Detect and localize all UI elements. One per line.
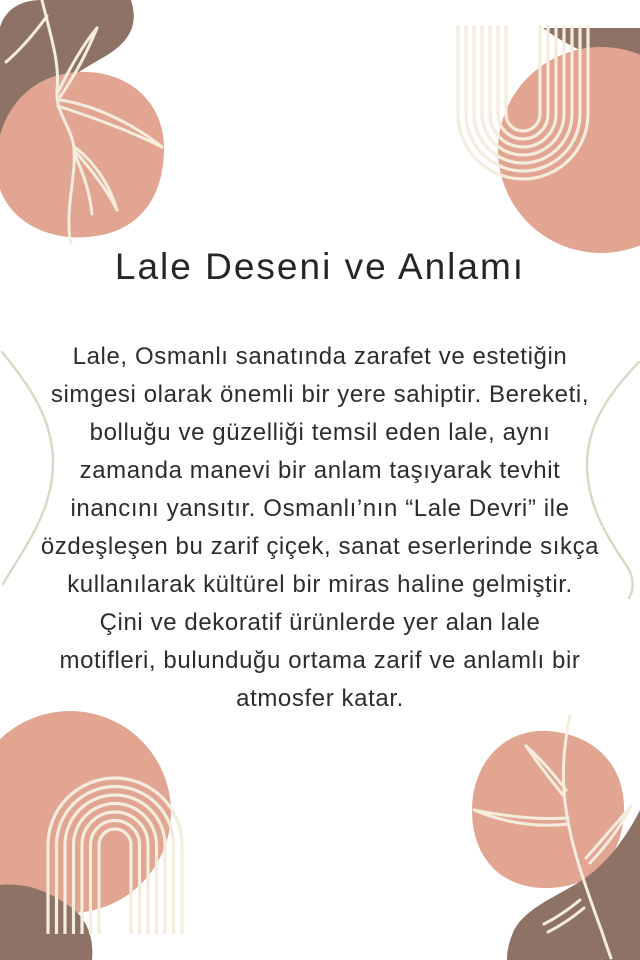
bottom-right-pink-blob-shape bbox=[472, 731, 624, 888]
body-line: simgesi olarak önemli bir yere sahiptir. Bereketi, bbox=[50, 381, 590, 408]
bottom-left-pink-circle bbox=[0, 711, 171, 913]
body-line: inancını yansıtır. Osmanlı’nın “Lale Devri” ile bbox=[70, 495, 570, 522]
body-text bbox=[0, 338, 640, 718]
page-title: Lale Deseni ve Anlamı bbox=[114, 246, 526, 287]
body-line: Lale, Osmanlı sanatında zarafet ve estetiğin bbox=[72, 343, 568, 370]
body-line: Çini ve dekoratif ürünlerde yer alan lale bbox=[99, 609, 541, 636]
body-line: bolluğu ve güzelliği temsil eden lale, aynı bbox=[89, 419, 551, 446]
body-line: zamanda manevi bir anlam taşıyarak tevhit bbox=[79, 457, 561, 484]
body-line: kullanılarak kültürel bir miras haline gelmiştir. bbox=[67, 571, 573, 598]
body-line: özdeşleşen bu zarif çiçek, sanat eserlerinde sıkça bbox=[40, 533, 600, 560]
body-line: motifleri, bulunduğu ortama zarif ve anlamlı bir bbox=[59, 647, 581, 674]
body-line: atmosfer katar. bbox=[236, 685, 404, 712]
